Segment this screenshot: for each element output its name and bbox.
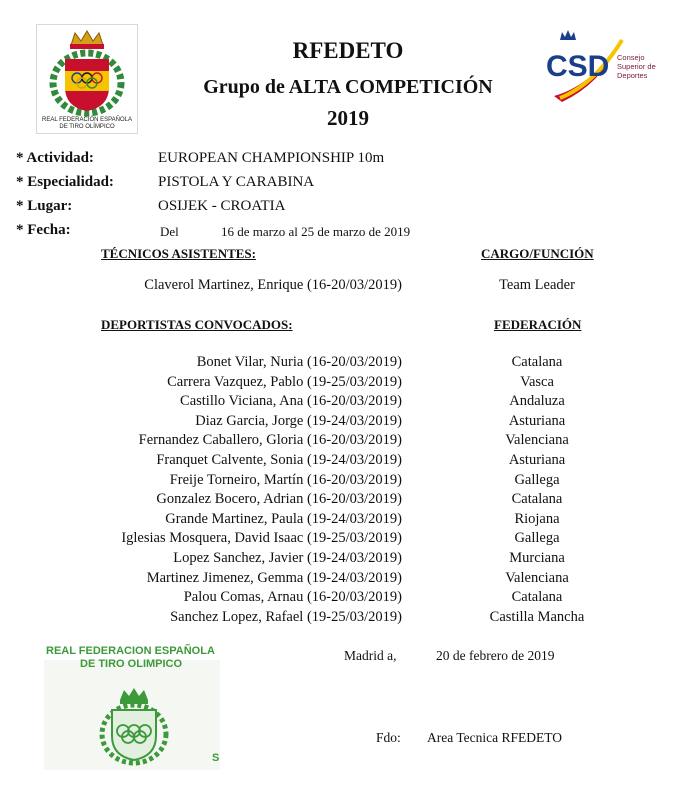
deportistas-list (0, 353, 696, 627)
page-subtitle: Grupo de ALTA COMPETICIÓN (203, 76, 493, 98)
stamp-line2: DE TIRO OLIMPICO (80, 658, 183, 670)
athlete-federation: Catalana (511, 491, 563, 508)
athlete-federation: Valenciana (505, 432, 569, 449)
csd-acronym: CSD (546, 50, 610, 83)
actividad-value: EUROPEAN CHAMPIONSHIP 10m (158, 150, 385, 166)
athlete-federation: Catalana (511, 589, 563, 606)
table-row (0, 412, 696, 432)
table-row (0, 510, 696, 530)
actividad-label: * Actividad: (16, 150, 94, 166)
stamp-crest (98, 684, 170, 771)
stamp-line1: REAL FEDERACION ESPAÑOLA (46, 645, 215, 657)
athlete-name: Grande Martinez, Paula (19-24/03/2019) (165, 510, 402, 527)
athlete-name: Lopez Sanchez, Javier (19-24/03/2019) (173, 549, 402, 566)
deportistas-header: DEPORTISTAS CONVOCADOS: (101, 317, 293, 332)
athlete-federation: Castilla Mancha (489, 608, 585, 625)
athlete-federation: Catalana (511, 354, 563, 370)
logo-caption-line2: DE TIRO OLÍMPICO (59, 124, 115, 130)
table-row (0, 588, 696, 608)
table-row (0, 392, 696, 412)
athlete-name: Fernandez Caballero, Gloria (16-20/03/2019) (138, 432, 402, 449)
lugar-label: * Lugar: (16, 198, 73, 214)
athlete-name: Bonet Vilar, Nuria (16-20/03/2019) (196, 354, 402, 370)
athlete-federation: Valenciana (505, 569, 569, 586)
page-year: 2019 (327, 106, 369, 130)
table-row (0, 451, 696, 471)
tecnico-name: Claverol Martinez, Enrique (16-20/03/2019) (144, 277, 402, 293)
document-date: 20 de febrero de 2019 (436, 648, 555, 663)
table-row (0, 373, 696, 393)
fecha-value: 16 de marzo al 25 de marzo de 2019 (221, 224, 411, 239)
stamp-crest-icon (98, 684, 170, 766)
stamp-letter: S (212, 752, 220, 764)
athlete-federation: Andaluza (509, 393, 565, 410)
table-row (0, 608, 696, 628)
table-row (0, 569, 696, 589)
logo-caption-line1: REAL FEDERACIÓN ESPAÑOLA (41, 117, 133, 123)
table-row (0, 549, 696, 569)
athlete-federation: Gallega (514, 471, 560, 488)
tecnico-role: Team Leader (499, 277, 575, 293)
table-row (0, 471, 696, 491)
table-row (0, 431, 696, 451)
especialidad-label: * Especialidad: (16, 174, 114, 190)
athlete-name: Palou Comas, Arnau (16-20/03/2019) (183, 589, 402, 606)
athlete-name: Gonzalez Bocero, Adrian (16-20/03/2019) (156, 491, 402, 508)
csd-logo (540, 26, 660, 106)
athlete-federation: Asturiana (508, 451, 566, 468)
athlete-name: Carrera Vazquez, Pablo (19-25/03/2019) (167, 373, 402, 390)
page-title: RFEDETO (292, 38, 404, 63)
csd-caption-line3: Deportes (617, 71, 648, 80)
athlete-name: Castillo Viciana, Ana (16-20/03/2019) (180, 393, 402, 410)
signer: Area Tecnica RFEDETO (427, 730, 563, 745)
federacion-header: FEDERACIÓN (494, 317, 582, 332)
fecha-del: Del (160, 224, 179, 239)
table-row (0, 353, 696, 373)
madrid-label: Madrid a, (344, 648, 397, 663)
csd-caption-line1: Consejo (617, 53, 645, 62)
athlete-federation: Vasca (520, 373, 554, 390)
athlete-name: Diaz Garcia, Jorge (19-24/03/2019) (195, 412, 402, 429)
athlete-name: Martinez Jimenez, Gemma (19-24/03/2019) (146, 569, 402, 586)
athlete-federation: Murciana (509, 549, 565, 566)
athlete-federation: Gallega (514, 530, 560, 547)
csd-caption-line2: Superior de (617, 62, 656, 71)
especialidad-value: PISTOLA Y CARABINA (158, 174, 315, 190)
table-row (0, 529, 696, 549)
athlete-name: Iglesias Mosquera, David Isaac (19-25/03/2019) (121, 530, 402, 547)
tecnicos-header: TÉCNICOS ASISTENTES: (101, 246, 256, 261)
athlete-name: Franquet Calvente, Sonia (19-24/03/2019) (156, 451, 402, 468)
athlete-federation: Asturiana (508, 412, 566, 429)
csd-caption (617, 53, 665, 80)
athlete-name: Freije Torneiro, Martín (16-20/03/2019) (169, 471, 402, 488)
lugar-value: OSIJEK - CROATIA (158, 198, 286, 214)
athlete-federation: Riojana (514, 510, 560, 527)
table-row (0, 490, 696, 510)
athlete-name: Sanchez Lopez, Rafael (19-25/03/2019) (170, 608, 402, 625)
fecha-label: * Fecha: (16, 222, 71, 238)
fdo-label: Fdo: (376, 730, 401, 745)
cargo-header: CARGO/FUNCIÓN (481, 246, 594, 261)
